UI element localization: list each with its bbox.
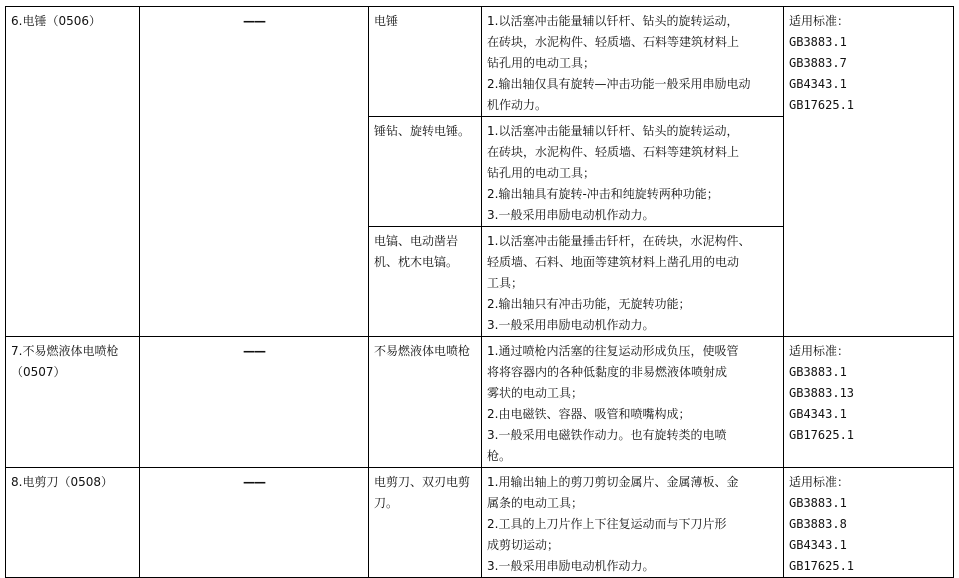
table-row: [6, 7, 954, 117]
description-cell: [482, 7, 784, 117]
description-line: 3.一般采用串励电动机作动力。: [487, 559, 655, 573]
description-line: 3.一般采用电磁铁作动力。也有旋转类的电喷: [487, 428, 727, 442]
subtype-cell: [369, 337, 482, 468]
code-cell: [140, 337, 369, 468]
subtype-cell: [369, 117, 482, 227]
description-line: 3.一般采用串励电动机作动力。: [487, 318, 655, 332]
subtype-name: 电镐、电动凿岩机、枕木电镐。: [374, 234, 459, 269]
standard-code: GB17625.1: [789, 559, 855, 573]
subtype-cell: [369, 468, 482, 578]
description-line: 2.由电磁铁、容器、吸管和喷嘴构成；: [487, 407, 691, 421]
description-line: 轻质墙、石料、地面等建筑材料上凿孔用的电动: [487, 255, 740, 269]
standard-code: GB3883.7: [789, 56, 847, 70]
description-line: 在砖块，水泥构件、轻质墙、石料等建筑材料上: [487, 35, 740, 49]
description-cell: [482, 468, 784, 578]
standards-cell: [784, 7, 954, 337]
category-cell: [6, 337, 140, 468]
description-line: 1.以活塞冲击能量捶击钎杆，在砖块，水泥构件、: [487, 234, 751, 248]
standard-code: GB17625.1: [789, 428, 855, 442]
category-label: 6.电锤（0506）: [11, 14, 101, 28]
code-dash: ——: [243, 344, 265, 358]
table-row: [6, 468, 954, 578]
standard-code: GB3883.1: [789, 496, 847, 510]
description-cell: [482, 337, 784, 468]
standards-cell: [784, 337, 954, 468]
standard-code: GB4343.1: [789, 77, 847, 91]
description-line: 雾状的电动工具；: [487, 386, 584, 400]
code-cell: [140, 468, 369, 578]
standards-heading: 适用标准：: [789, 14, 850, 28]
subtype-name: 锤钻、旋转电锤。: [374, 124, 471, 138]
description-line: 枪。: [487, 449, 512, 463]
standards-cell: [784, 468, 954, 578]
subtype-name: 电剪刀、双刃电剪刀。: [374, 475, 471, 510]
description-line: 2.输出轴只有冲击功能，无旋转功能；: [487, 297, 691, 311]
standards-heading: 适用标准：: [789, 475, 850, 489]
description-line: 将将容器内的各种低黏度的非易燃液体喷射成: [487, 365, 728, 379]
standard-code: GB17625.1: [789, 98, 855, 112]
standards-table: [5, 6, 954, 578]
description-line: 属条的电动工具；: [487, 496, 584, 510]
subtype-cell: [369, 7, 482, 117]
description-line: 机作动力。: [487, 98, 548, 112]
description-line: 成剪切运动；: [487, 538, 560, 552]
standards-heading: 适用标准：: [789, 344, 850, 358]
standard-code: GB3883.1: [789, 365, 847, 379]
code-cell: [140, 7, 369, 337]
description-line: 2.输出轴仅具有旋转—冲击功能一般采用串励电动: [487, 77, 751, 91]
code-dash: ——: [243, 475, 265, 489]
description-line: 2.输出轴具有旋转-冲击和纯旋转两种功能；: [487, 187, 719, 201]
description-line: 2.工具的上刀片作上下往复运动而与下刀片形: [487, 517, 727, 531]
description-line: 钻孔用的电动工具；: [487, 166, 596, 180]
subtype-cell: [369, 227, 482, 337]
description-line: 1.以活塞冲击能量辅以钎杆、钻头的旋转运动，: [487, 124, 739, 138]
code-dash: ——: [243, 14, 265, 28]
description-line: 钻孔用的电动工具；: [487, 56, 596, 70]
description-line: 在砖块，水泥构件、轻质墙、石料等建筑材料上: [487, 145, 740, 159]
table-row: [6, 337, 954, 468]
standard-code: GB3883.13: [789, 386, 855, 400]
category-cell: [6, 7, 140, 337]
category-cell: [6, 468, 140, 578]
description-line: 工具；: [487, 276, 524, 290]
category-label: 8.电剪刀（0508）: [11, 475, 113, 489]
description-line: 1.用输出轴上的剪刀剪切金属片、金属薄板、金: [487, 475, 739, 489]
description-line: 3.一般采用串励电动机作动力。: [487, 208, 655, 222]
description-cell: [482, 227, 784, 337]
description-line: 1.以活塞冲击能量辅以钎杆、钻头的旋转运动，: [487, 14, 739, 28]
category-label: 7.不易燃液体电喷枪（0507）: [11, 344, 119, 379]
standard-code: GB4343.1: [789, 538, 847, 552]
subtype-name: 电锤: [374, 14, 399, 28]
standard-code: GB3883.8: [789, 517, 847, 531]
description-cell: [482, 117, 784, 227]
standard-code: GB3883.1: [789, 35, 847, 49]
standard-code: GB4343.1: [789, 407, 847, 421]
subtype-name: 不易燃液体电喷枪: [374, 344, 471, 358]
description-line: 1.通过喷枪内活塞的往复运动形成负压，使吸管: [487, 344, 739, 358]
